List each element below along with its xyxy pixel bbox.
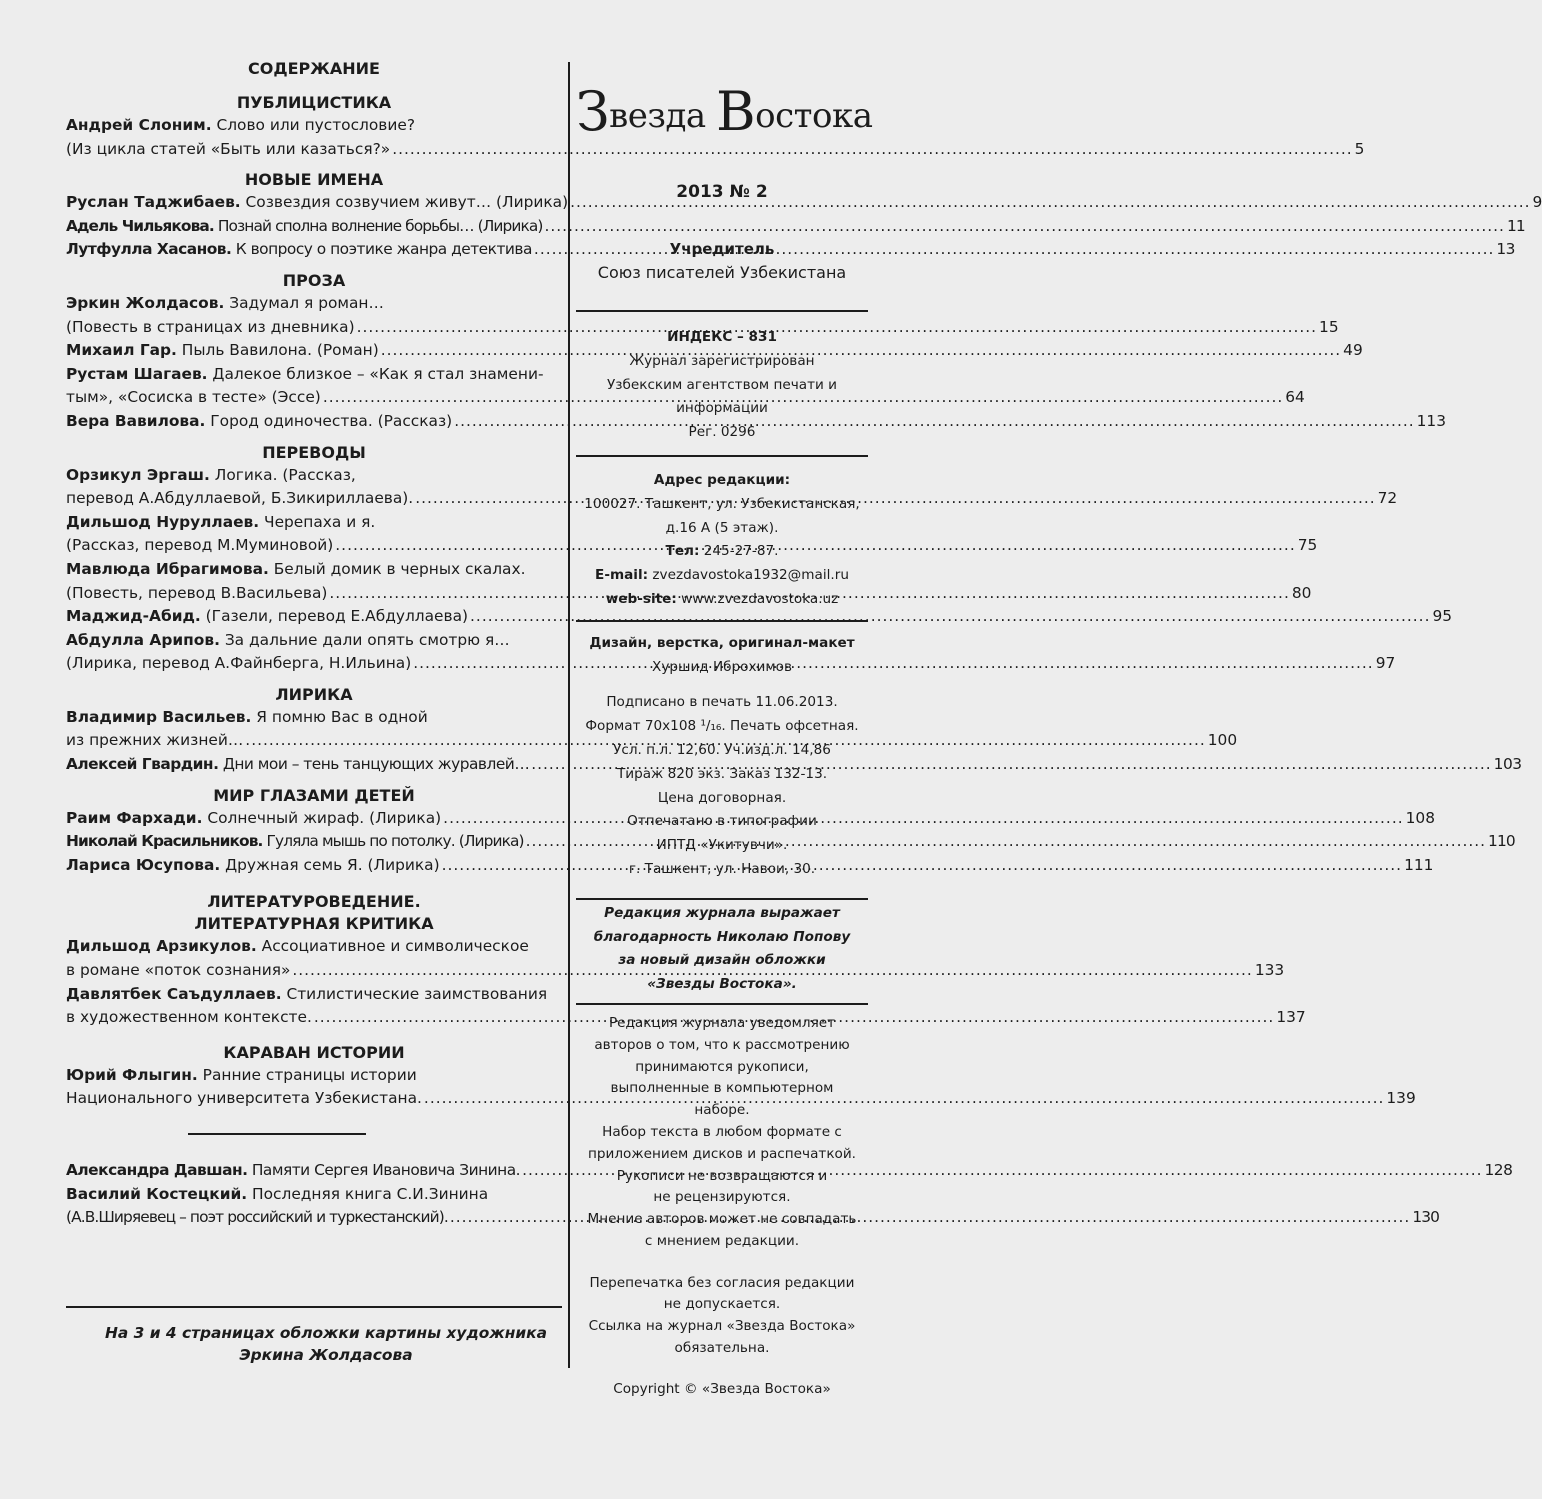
entry-title: Гуляла мышь по потолку. (Лирика) bbox=[262, 832, 524, 851]
entry-author: Дильшод Арзикулов. bbox=[66, 937, 257, 956]
registration-line: информации bbox=[676, 400, 768, 417]
notice-line: принимаются рукописи, bbox=[635, 1058, 809, 1075]
toc-line bbox=[66, 511, 562, 535]
email: E-mail: zvezdavostoka1932@mail.ru bbox=[595, 567, 849, 584]
founder-name: Союз писателей Узбекистана bbox=[597, 263, 847, 282]
reprint-line: Ссылка на журнал «Звезда Востока» bbox=[588, 1318, 856, 1335]
toc-line bbox=[66, 706, 562, 730]
entry-title: Памяти Сергея Ивановича Зинина. bbox=[247, 1161, 521, 1179]
thanks-line: благодарность Николаю Попову bbox=[593, 928, 851, 945]
reprint-line: не допускается. bbox=[663, 1296, 781, 1313]
entry-author: Василий Костецкий. bbox=[66, 1184, 248, 1203]
entry-title: Последняя книга С.И.Зинина bbox=[247, 1184, 489, 1203]
divider bbox=[576, 1003, 868, 1005]
entry-title: Пыль Вавилона. (Роман) bbox=[176, 341, 379, 360]
entry-page: 95 bbox=[1432, 607, 1453, 626]
toc-line bbox=[66, 558, 562, 582]
entry-author: Михаил Гар. bbox=[66, 341, 177, 360]
website: web-site: www.zvezdavostoka.uz bbox=[605, 590, 839, 607]
section-heading: НОВЫЕ ИМЕНА bbox=[244, 170, 384, 190]
section-heading: ЛИРИКА bbox=[275, 684, 353, 704]
entry-author: Юрий Флыгин. bbox=[66, 1065, 198, 1084]
short-divider bbox=[188, 1133, 366, 1135]
entry-page: 137 bbox=[1276, 1008, 1306, 1027]
cover-note bbox=[66, 1322, 586, 1366]
reprint-line: Перепечатка без согласия редакции bbox=[589, 1274, 855, 1291]
thanks-line: за новый дизайн обложки bbox=[618, 952, 826, 969]
entry-author: Адель Чильякова. bbox=[66, 216, 214, 235]
entry-title: тым», «Сосиска в тесте» (Эссе) bbox=[66, 388, 321, 407]
entry-title: (Повесть в страницах из дневника) bbox=[66, 317, 355, 336]
address-label: Адрес редакции: bbox=[653, 471, 791, 488]
entry-page: 80 bbox=[1291, 583, 1312, 602]
toc-line bbox=[66, 363, 562, 387]
reprint-line: обязательна. bbox=[674, 1340, 770, 1357]
section-heading: КАРАВАН ИСТОРИИ bbox=[223, 1042, 405, 1062]
entry-title: (А.В.Ширяевец – поэт российский и туркестанский). bbox=[66, 1208, 448, 1227]
entry-page: 15 bbox=[1319, 317, 1339, 336]
entry-title: Стилистические заимствования bbox=[281, 984, 548, 1003]
notice-line: наборе. bbox=[694, 1102, 750, 1119]
notice-line: выполненные в компьютерном bbox=[610, 1080, 834, 1097]
entry-title: (Лирика, перевод А.Файнберга, Н.Ильина) bbox=[66, 654, 412, 673]
section-heading: ПРОЗА bbox=[282, 270, 346, 290]
entry-title: перевод А.Абдуллаевой, Б.Зикириллаева). bbox=[66, 489, 414, 508]
entry-title: Познай сполна волнение борьбы… (Лирика) bbox=[213, 216, 543, 235]
print-info-line: Отпечатано в типографии bbox=[627, 813, 817, 830]
entry-title: (Из цикла статей «Быть или казаться?» bbox=[66, 139, 391, 158]
imprint-column bbox=[576, 60, 873, 1402]
entry-page: 130 bbox=[1412, 1208, 1439, 1227]
address-line: 100027. Ташкент, ул. Узбекистанская, bbox=[584, 495, 860, 512]
section-heading: ЛИТЕРАТУРНАЯ КРИТИКА bbox=[194, 914, 434, 934]
entry-author: Маджид-Абид. bbox=[66, 607, 201, 626]
entry-title: Дружная семь Я. (Лирика) bbox=[220, 855, 440, 874]
entry-page: 128 bbox=[1484, 1161, 1513, 1179]
notice-line: с мнением редакции. bbox=[644, 1232, 800, 1249]
founder-label: Учредитель bbox=[669, 240, 775, 258]
notice-line: Мнение авторов может не совпадать bbox=[587, 1211, 857, 1228]
entry-title: Слово или пустословие? bbox=[211, 116, 416, 134]
entry-author: Абдулла Арипов. bbox=[66, 630, 220, 649]
toc-line bbox=[66, 935, 562, 959]
toc-line bbox=[66, 605, 1453, 629]
entry-page: 9 bbox=[1532, 193, 1542, 212]
entry-page: 97 bbox=[1375, 654, 1396, 673]
phone: Тел: 245-27-87. bbox=[665, 543, 779, 560]
entry-author: Дильшод Нуруллаев. bbox=[66, 512, 260, 531]
toc-line bbox=[66, 1183, 562, 1207]
section-heading: МИР ГЛАЗАМИ ДЕТЕЙ bbox=[213, 785, 415, 805]
entry-title: Солнечный жираф. (Лирика) bbox=[202, 808, 442, 827]
copyright: Copyright © «Звезда Востока» bbox=[613, 1380, 831, 1397]
entry-title: в художественном контексте. bbox=[66, 1008, 312, 1027]
entry-author: Руслан Таджибаев. bbox=[66, 193, 241, 212]
design-label: Дизайн, верстка, оригинал-макет bbox=[589, 634, 855, 651]
contents-title: СОДЕРЖАНИЕ bbox=[248, 59, 380, 78]
entry-title: Я помню Вас в одной bbox=[251, 707, 428, 726]
entry-page: 111 bbox=[1404, 855, 1434, 874]
entry-title: Задумал я роман… bbox=[224, 293, 384, 312]
entry-title: (Повесть, перевод В.Васильева) bbox=[66, 583, 328, 602]
entry-author: Эркин Жолдасов. bbox=[66, 293, 225, 312]
thanks-line: Редакция журнала выражает bbox=[604, 904, 840, 921]
entry-page: 11 bbox=[1506, 216, 1525, 235]
entry-title: Далекое близкое – «Как я стал знамени- bbox=[207, 364, 544, 383]
entry-page: 64 bbox=[1285, 388, 1305, 407]
entry-page: 103 bbox=[1493, 755, 1522, 774]
entry-title: Логика. (Рассказ, bbox=[209, 465, 356, 484]
entry-author: Александра Давшан. bbox=[66, 1161, 248, 1179]
entry-title: (Рассказ, перевод М.Муминовой) bbox=[66, 536, 334, 555]
entry-page: 133 bbox=[1254, 961, 1285, 980]
entry-author: Орзикул Эргаш. bbox=[66, 465, 210, 484]
divider bbox=[576, 620, 868, 622]
divider bbox=[576, 898, 868, 900]
registration-line: Журнал зарегистрирован bbox=[629, 352, 815, 369]
cover-note-line: На 3 и 4 страницах обложки картины художника bbox=[105, 1324, 547, 1342]
print-info-line: ИПТД «Укитувчи». bbox=[656, 837, 788, 854]
entry-author: Раим Фархади. bbox=[66, 808, 203, 827]
entry-page: 139 bbox=[1386, 1089, 1416, 1108]
column-divider bbox=[568, 62, 570, 1368]
print-info-line: Тираж 820 экз. Заказ 132-13. bbox=[616, 765, 828, 782]
entry-title: Город одиночества. (Рассказ) bbox=[205, 411, 453, 430]
designer-name: Хуршид Иброхимов bbox=[652, 658, 792, 675]
notice-line: приложением дисков и распечаткой. bbox=[588, 1145, 856, 1162]
divider bbox=[576, 310, 868, 312]
toc-line bbox=[66, 138, 1365, 162]
entry-title: Национального университета Узбекистана. bbox=[66, 1089, 422, 1108]
toc-line bbox=[66, 292, 562, 316]
section-heading: ЛИТЕРАТУРОВЕДЕНИЕ. bbox=[207, 892, 421, 912]
entry-page: 49 bbox=[1343, 341, 1363, 360]
notice-line: Набор текста в любом формате с bbox=[602, 1123, 842, 1140]
section-heading: ПУБЛИЦИСТИКА bbox=[236, 93, 392, 112]
entry-title: К вопросу о поэтике жанра детектива bbox=[231, 240, 532, 259]
toc-line bbox=[66, 1064, 562, 1088]
print-info-line: Формат 70х108 ¹/₁₆. Печать офсетная. bbox=[585, 718, 859, 735]
print-info-line: Усл. п.л. 12,60. Уч.изд.л. 14,86 bbox=[613, 741, 831, 758]
entry-page: 100 bbox=[1207, 731, 1238, 750]
entry-title: Белый домик в черных скалах. bbox=[268, 559, 526, 578]
entry-title: в романе «поток сознания» bbox=[66, 961, 291, 980]
toc-line bbox=[66, 114, 562, 138]
bottom-divider bbox=[66, 1306, 562, 1308]
entry-page: 5 bbox=[1354, 139, 1365, 158]
notice-line: Рукописи не возвращаются и bbox=[616, 1167, 828, 1184]
entry-page: 113 bbox=[1416, 411, 1447, 430]
entry-author: Рустам Шагаев. bbox=[66, 364, 208, 383]
entry-page: 72 bbox=[1377, 489, 1398, 508]
entry-author: Лутфулла Хасанов. bbox=[66, 240, 232, 259]
index-number: ИНДЕКС – 831 bbox=[667, 329, 777, 345]
entry-title: За дальние дали опять смотрю я… bbox=[219, 630, 510, 649]
entry-title: Ранние страницы истории bbox=[197, 1065, 417, 1084]
notice-line: Редакция журнала уведомляет bbox=[608, 1014, 836, 1031]
entry-author: Алексей Гвардин. bbox=[66, 755, 219, 774]
toc-entry bbox=[66, 114, 1365, 161]
entry-author: Вера Вавилова. bbox=[66, 411, 206, 430]
entry-page: 13 bbox=[1496, 240, 1515, 259]
entry-page: 75 bbox=[1297, 536, 1318, 555]
entry-page: 108 bbox=[1405, 808, 1435, 827]
entry-title: из прежних жизней… bbox=[66, 731, 244, 750]
toc-line bbox=[66, 215, 1525, 239]
notice-line: не рецензируются. bbox=[653, 1189, 791, 1206]
notice-line: авторов о том, что к рассмотрению bbox=[594, 1036, 850, 1053]
registration-line: Узбекским агентством печати и bbox=[606, 376, 838, 393]
thanks-line: «Звезды Востока». bbox=[647, 976, 797, 993]
section-heading: ПЕРЕВОДЫ bbox=[262, 442, 366, 462]
toc-line bbox=[66, 464, 562, 488]
print-info-line: Подписано в печать 11.06.2013. bbox=[606, 694, 838, 711]
entry-author: Лариса Юсупова. bbox=[66, 855, 221, 874]
toc-line bbox=[66, 983, 562, 1007]
entry-title: Черепаха и я. bbox=[259, 512, 376, 531]
entry-author: Николай Красильников. bbox=[66, 832, 263, 851]
address-line: д.16 А (5 этаж). bbox=[665, 519, 779, 536]
entry-author: Давлятбек Саъдуллаев. bbox=[66, 984, 282, 1003]
toc-line bbox=[66, 629, 562, 653]
print-info-line: Цена договорная. bbox=[657, 789, 787, 806]
registration-line: Рег. 0296 bbox=[688, 424, 756, 441]
divider bbox=[576, 455, 868, 457]
issue-number: 2013 № 2 bbox=[676, 182, 768, 202]
entry-author: Мавлюда Ибрагимова. bbox=[66, 559, 269, 578]
entry-title: Созвездия созвучием живут… (Лирика) bbox=[240, 193, 569, 212]
entry-author: Владимир Васильев. bbox=[66, 707, 252, 726]
entry-page: 110 bbox=[1488, 832, 1515, 851]
entry-title: Дни мои – тень танцующих журавлей… bbox=[218, 755, 530, 774]
entry-author: Андрей Слоним. bbox=[66, 116, 212, 134]
entry-title: Ассоциативное и символическое bbox=[256, 937, 529, 956]
cover-note-line: Эркина Жолдасова bbox=[239, 1346, 413, 1364]
print-info-line: г. Ташкент, ул. Навои, 30. bbox=[628, 860, 816, 877]
entry-title: (Газели, перевод Е.Абдуллаева) bbox=[200, 607, 469, 626]
journal-logo: Звезда Востока bbox=[576, 80, 873, 143]
